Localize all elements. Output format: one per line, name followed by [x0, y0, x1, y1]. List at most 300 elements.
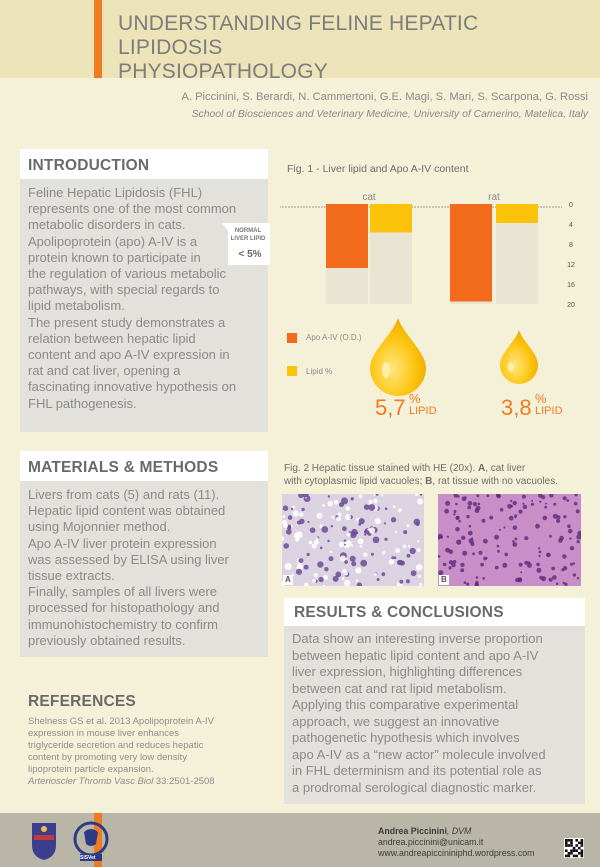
figure2-caption [284, 462, 584, 488]
qr-module [570, 844, 573, 847]
y-tick-label: 0 [569, 202, 573, 209]
qr-module [570, 839, 573, 842]
histology-b-nucleus [549, 578, 553, 582]
rat-droplet-highlight [508, 362, 514, 372]
cat-lipid-word: LIPID [409, 405, 437, 417]
histology-a-cell [350, 556, 356, 562]
histology-a-cell [384, 538, 387, 541]
histology-image-a [282, 494, 424, 586]
histology-a-cell [385, 507, 388, 510]
histology-a-cell [419, 583, 422, 586]
rat-percent-sign: % [535, 391, 547, 406]
histology-a-cell [321, 526, 328, 533]
histology-b-nucleus [464, 581, 467, 584]
histology-a-cell [335, 572, 341, 578]
histology-b-nucleus [461, 536, 465, 540]
histology-a-cell [318, 577, 323, 582]
methods-line: processed for histopathology and [28, 600, 220, 616]
histology-b-nucleus [443, 563, 447, 567]
histology-b-nucleus [472, 552, 475, 555]
histology-a-cell [351, 497, 354, 500]
histology-b-nucleus [500, 508, 504, 512]
histology-a-cell [359, 494, 363, 498]
intro-line: The present study demonstrates a [28, 314, 226, 330]
affiliation: School of Biosciences and Veterinary Medicine, University of Camerino, Matelica, Italy [191, 109, 588, 120]
qr-module [573, 847, 576, 850]
histology-a-cell [371, 553, 374, 556]
methods-line: immunohistochemistry to confirm [28, 616, 218, 632]
y-tick-label: 20 [567, 302, 575, 309]
histology-a-cell [395, 531, 397, 533]
histology-b-nucleus [538, 547, 540, 549]
histology-a-cell [296, 569, 302, 575]
cat-droplet-highlight [382, 362, 390, 378]
histology-a-cell [312, 579, 316, 583]
results-line: between cat and rat lipid metabolism. [292, 680, 507, 696]
histology-a-cell [391, 517, 396, 522]
histology-b-nucleus [447, 536, 449, 538]
histology-a-cell [339, 502, 344, 507]
histology-a-cell [317, 561, 323, 567]
qr-module [578, 842, 581, 845]
histology-b-nucleus [476, 494, 479, 497]
histology-b-nucleus [499, 529, 501, 531]
histology-b-nucleus [476, 576, 479, 579]
histology-a-cell [411, 570, 417, 576]
histology-b-nucleus [483, 539, 488, 544]
normal-callout-line-2: LIVER LIPID [230, 236, 266, 242]
histology-a-cell [351, 561, 356, 566]
histology-a-cell [307, 521, 309, 523]
histology-a-cell [358, 538, 364, 544]
qr-module [581, 849, 584, 852]
reference-journal: Arterioscler Thromb Vasc Biol [28, 776, 154, 787]
intro-line: represents one of the most common [28, 201, 237, 217]
reference-citation [28, 776, 260, 788]
histology-a-cell [384, 522, 386, 524]
results-line: pathogenetic hypothesis which involves [292, 730, 520, 745]
histology-b-nucleus [479, 551, 483, 555]
histology-a-cell [344, 544, 346, 546]
histology-a-cell [389, 559, 395, 565]
histology-a-cell [336, 516, 341, 521]
histology-a-cell [403, 545, 407, 549]
histology-a-cell [347, 533, 351, 537]
histology-a-cell [291, 508, 293, 510]
histology-a-cell [375, 518, 381, 524]
histology-a-cell [332, 516, 335, 519]
histology-b-nucleus [513, 525, 518, 530]
histology-a-cell [304, 565, 309, 570]
histology-b-nucleus [574, 494, 577, 496]
histology-b-nucleus [448, 566, 451, 569]
reference-line: lipoprotein particle expansion. [28, 764, 154, 775]
qr-module [578, 847, 581, 850]
histology-b-nucleus [451, 563, 455, 567]
histology-a-cell [293, 510, 299, 516]
histology-b-nucleus [457, 495, 460, 498]
histology-b-nucleus [568, 529, 573, 534]
histology-b-nucleus [539, 555, 541, 557]
histology-a-cell [410, 548, 416, 554]
legend-apo-label: Apo A-IV (O.D.) [306, 333, 362, 342]
cat-lipid-droplet-icon [370, 318, 426, 396]
histology-a-cell [417, 499, 423, 505]
reference-line: triglyceride secretion and reduces hepatic [28, 740, 204, 751]
histology-b-nucleus [551, 567, 555, 571]
histology-b-nucleus [483, 557, 487, 561]
histology-b-nucleus [445, 501, 450, 506]
histology-a-cell [369, 502, 371, 504]
histology-b-nucleus [455, 527, 460, 532]
histology-b-nucleus [460, 568, 464, 572]
histology-b-nucleus [473, 502, 477, 506]
qr-module [581, 855, 584, 858]
histology-a-cell [328, 501, 334, 507]
histology-b-nucleus [495, 566, 499, 570]
histology-label-b: B [441, 575, 447, 584]
intro-line: protein known to participate in [28, 249, 201, 265]
histology-b-nucleus [577, 577, 579, 579]
university-logo-emblem [41, 826, 47, 832]
histology-b-nucleus [513, 501, 517, 505]
rat-droplet-shape [500, 330, 538, 384]
university-logo-band [34, 835, 54, 840]
histology-a-cell [420, 494, 422, 496]
methods-text [28, 487, 264, 649]
histology-a-cell [283, 543, 289, 549]
histology-b-nucleus [458, 520, 461, 523]
histology-image-b [438, 494, 581, 586]
histology-b-nucleus [444, 509, 449, 514]
histology-a-cell [398, 509, 402, 513]
histology-b-nucleus [455, 516, 459, 520]
contact-email[interactable]: andrea.piccinini@unicam.it [378, 837, 484, 847]
qr-module [565, 839, 568, 842]
legend-lipid-swatch [287, 366, 297, 376]
histology-a-cell [364, 533, 366, 535]
histology-b-nucleus [567, 524, 571, 528]
histology-b-nucleus [545, 503, 547, 505]
histology-b-nucleus [523, 505, 527, 509]
results-title: RESULTS & CONCLUSIONS [294, 604, 504, 621]
histology-b-nucleus [469, 525, 472, 528]
qr-module [575, 855, 578, 858]
histology-b-nucleus [497, 545, 500, 548]
histology-b-nucleus [512, 540, 515, 543]
histology-b-nucleus [502, 563, 507, 568]
contact-website[interactable]: www.andreapiccininiphd.wordpress.com [378, 848, 535, 858]
histology-b-texture [438, 494, 581, 586]
histology-b-nucleus [509, 516, 514, 521]
histology-a-cell [360, 560, 367, 567]
introduction-text [28, 185, 264, 412]
histology-b-nucleus [553, 503, 556, 506]
histology-b-nucleus [522, 495, 526, 499]
reference-line: expression in mouse liver enhances [28, 728, 180, 739]
cat-lipid-percent [375, 391, 437, 421]
histology-b-nucleus [468, 501, 473, 506]
histology-b-nucleus [541, 495, 545, 499]
methods-line: Hepatic lipid content was obtained [28, 503, 226, 519]
histology-a-cell [399, 580, 403, 584]
histology-a-cell [408, 545, 410, 547]
histology-a-cell [373, 499, 378, 504]
histology-a-cell [417, 548, 421, 552]
histology-a-cell [310, 527, 316, 533]
histology-a-cell [374, 573, 377, 576]
qr-module [573, 849, 576, 852]
histology-b-nucleus [574, 502, 578, 506]
qr-code-icon[interactable] [564, 838, 584, 858]
histology-b-nucleus [486, 494, 489, 497]
histology-b-nucleus [494, 535, 499, 540]
histology-b-nucleus [438, 555, 440, 558]
histology-a-cell [417, 540, 419, 542]
results-line: a prodromal serological diagnostic marker. [292, 779, 537, 795]
histology-b-nucleus [570, 546, 574, 550]
histology-b-nucleus [576, 509, 580, 513]
qr-module [568, 839, 571, 842]
legend-lipid-label: Lipid % [306, 367, 333, 376]
histology-b-nucleus [460, 563, 464, 567]
figure1-chart [280, 180, 580, 310]
qr-module [581, 842, 584, 845]
histology-a-cell [373, 537, 380, 544]
qr-module [581, 844, 584, 847]
histology-b-nucleus [515, 578, 519, 582]
figure1-caption: Fig. 1 - Liver lipid and Apo A-IV content [287, 163, 469, 175]
histology-a-cell [381, 494, 384, 497]
histology-b-nucleus [563, 496, 567, 500]
qr-module [568, 855, 571, 858]
histology-a-cell [331, 525, 333, 527]
histology-a-cell [324, 567, 328, 571]
histology-a-cell [403, 530, 407, 534]
histology-a-cell [345, 506, 350, 511]
histology-a-cell [407, 554, 411, 558]
university-logo-icon [30, 821, 58, 861]
qr-module [575, 839, 578, 842]
histology-a-cell [406, 579, 410, 583]
qr-module [581, 852, 584, 855]
histology-a-cell [340, 556, 346, 562]
histology-b-nucleus [544, 506, 547, 509]
histology-a-cell [377, 578, 380, 581]
references-title: REFERENCES [28, 693, 136, 710]
histology-b-nucleus [520, 571, 522, 573]
histology-b-nucleus [539, 501, 541, 503]
histology-b-nucleus [489, 516, 493, 520]
intro-line: lipid metabolism. [28, 298, 125, 314]
qr-module [581, 839, 584, 842]
histology-b-nucleus [478, 503, 481, 506]
histology-a-cell [328, 495, 330, 497]
authors: A. Piccinini, S. Berardi, N. Cammertoni, G.E. Magi, S. Mari, S. Scarpona, G. Rossi [181, 91, 588, 103]
histology-b-nucleus [512, 542, 517, 547]
histology-b-nucleus [497, 550, 500, 553]
bar-cat-lipid [370, 204, 412, 233]
histology-a-cell [288, 515, 293, 520]
rat-lipid-percent [501, 391, 563, 421]
poster-title [118, 12, 588, 84]
methods-line: Livers from cats (5) and rats (11). [28, 487, 220, 502]
histology-b-nucleus [543, 516, 548, 521]
histology-b-nucleus [466, 583, 469, 586]
histology-a-cell [344, 571, 348, 575]
histology-b-nucleus [556, 519, 560, 523]
histology-a-cell [382, 551, 385, 554]
introduction-title: INTRODUCTION [28, 157, 150, 174]
qr-module [575, 844, 578, 847]
histology-a-cell [309, 541, 313, 545]
histology-a-cell [344, 539, 346, 541]
figure2-caption-line-2: with cytoplasmic lipid vacuoles; B, rat tissue with no vacuoles. [284, 476, 559, 487]
sisvet-logo-text: SISVet [80, 855, 96, 861]
histology-a-cell [327, 540, 329, 542]
methods-line: using Mojonnier method. [28, 519, 171, 535]
histology-a-cell [283, 505, 289, 511]
cat-lipid-value: 5,7 [375, 395, 406, 420]
histology-a-cell [359, 518, 365, 524]
qr-module [565, 849, 568, 852]
intro-line: content and apo A-IV expression in [28, 347, 230, 363]
y-tick-label: 12 [567, 262, 575, 269]
reference-line: content by promoting very low density [28, 752, 187, 763]
histology-b-nucleus [519, 563, 523, 567]
histology-a-cell [395, 548, 400, 553]
histology-b-nucleus [510, 500, 512, 502]
intro-line: relation between hepatic lipid [28, 330, 196, 346]
histology-a-cell [407, 524, 410, 527]
intro-line: metabolic disorders in cats. [28, 217, 186, 233]
histology-b-nucleus [553, 514, 558, 519]
histology-b-nucleus [536, 568, 541, 573]
histology-a-cell [285, 563, 292, 570]
histology-a-cell [304, 583, 308, 587]
results-line: Data show an interesting inverse proportion [292, 631, 543, 646]
y-tick-label: 16 [567, 282, 575, 289]
histology-a-cell [363, 553, 368, 558]
contact-name: Andrea Piccinini, DVM [378, 826, 472, 836]
histology-a-cell [299, 558, 304, 563]
intro-line: FHL pathogenesis. [28, 395, 137, 411]
histology-b-nucleus [522, 503, 524, 505]
histology-a-cell [342, 577, 345, 580]
histology-b-nucleus [563, 582, 566, 585]
results-line: between hepatic lipid content and apo A-IV [292, 647, 539, 663]
histology-b-nucleus [524, 536, 528, 540]
qr-module [578, 852, 581, 855]
intro-line: the regulation of various metabolic [28, 266, 227, 282]
histology-a-cell [294, 533, 300, 539]
histology-a-cell [330, 551, 332, 553]
qr-module [570, 849, 573, 852]
histology-b-nucleus [482, 519, 486, 523]
chart-category-labels [362, 192, 500, 203]
histology-b-nucleus [577, 540, 580, 543]
reference-volume: 33:2501-2508 [153, 776, 215, 787]
intro-line: Feline Hepatic Lipidosis (FHL) [28, 185, 203, 200]
results-text [292, 631, 584, 796]
intro-line: fascinating innovative hypothesis on [28, 379, 237, 395]
histology-b-nucleus [531, 503, 534, 506]
methods-line: Finally, samples of all livers were [28, 584, 218, 600]
histology-a-cell [345, 514, 351, 520]
histology-a-cell [415, 494, 419, 496]
histology-b-nucleus [471, 537, 473, 539]
y-tick-label: 8 [569, 242, 573, 249]
reference-line: Shelness GS et al. 2013 Apolipoprotein A-IV [28, 716, 214, 727]
methods-line: tissue extracts. [28, 568, 115, 584]
histology-b-nucleus [536, 563, 540, 567]
histology-b-nucleus [546, 553, 550, 557]
qr-module [565, 842, 568, 845]
histology-b-nucleus [465, 496, 467, 498]
results-line: liver expression, highlighting differences [292, 664, 523, 679]
histology-a-cell [357, 582, 362, 586]
histology-a-cell [316, 537, 318, 539]
sisvet-logo-figure [84, 829, 98, 846]
chart-y-axis [567, 202, 575, 309]
results-line: in FHL determinism and its potential role as [292, 763, 542, 778]
qr-module [565, 844, 568, 847]
histology-b-nucleus [563, 515, 566, 518]
histology-b-nucleus [466, 515, 469, 518]
histology-b-nucleus [453, 513, 455, 515]
histology-b-nucleus [504, 553, 508, 557]
histology-a-cell [301, 508, 304, 511]
results-line: apo A-IV as a “new actor” molecule involved [292, 746, 546, 762]
histology-a-cell [299, 519, 304, 524]
histology-a-cell [314, 573, 318, 577]
histology-a-cell [381, 572, 385, 576]
histology-a-cell [346, 541, 352, 547]
title-line-2: PHYSIOPATHOLOGY [118, 60, 328, 83]
results-line: approach, we suggest an innovative [292, 713, 500, 729]
histology-a-cell [322, 504, 325, 507]
histology-b-nucleus [552, 575, 557, 580]
histology-a-cell [414, 519, 421, 526]
results-line: Applying this comparative experimental [292, 697, 519, 712]
histology-b-nucleus [455, 503, 458, 506]
intro-line: rat and cat liver, opening a [28, 363, 181, 379]
histology-b-nucleus [482, 577, 485, 580]
intro-line: Apolipoprotein (apo) A-IV is a [28, 233, 198, 249]
histology-a-cell [299, 512, 303, 516]
histology-b-nucleus [549, 494, 553, 498]
qr-module [570, 852, 573, 855]
histology-b-nucleus [476, 506, 481, 511]
histology-b-nucleus [562, 554, 566, 558]
histology-label-a: A [285, 575, 291, 584]
histology-b-nucleus [515, 538, 518, 541]
histology-b-nucleus [480, 563, 484, 567]
histology-b-nucleus [566, 499, 569, 502]
qr-module [570, 842, 573, 845]
qr-module [565, 855, 568, 858]
normal-callout-line-1: NORMAL [234, 228, 262, 234]
histology-b-nucleus [496, 494, 501, 498]
histology-b-nucleus [524, 561, 528, 565]
normal-callout-value: < 5% [238, 249, 262, 260]
histology-b-nucleus [541, 576, 546, 581]
histology-b-nucleus [549, 535, 552, 538]
category-label-cat: cat [362, 192, 376, 203]
histology-b-nucleus [573, 573, 576, 576]
histology-b-nucleus [456, 540, 461, 545]
bar-rat-apo [450, 204, 492, 302]
